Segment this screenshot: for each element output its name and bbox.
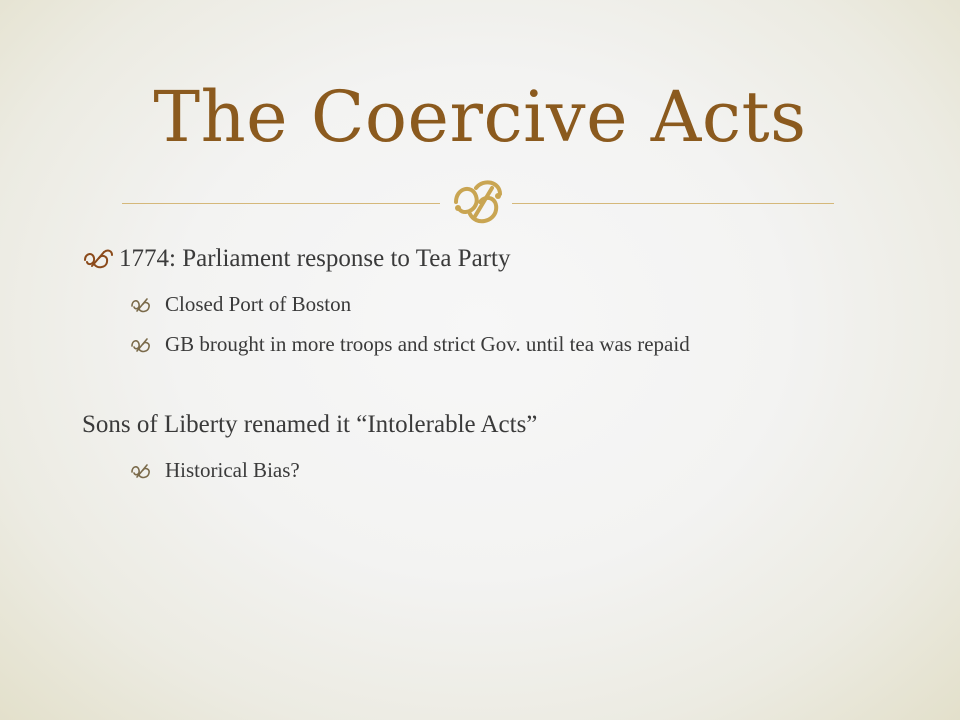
small-flourish-bullet-icon (130, 462, 154, 480)
bullet-text: Sons of Liberty renamed it “Intolerable Acts” (82, 411, 538, 438)
bullet-text: GB brought in more troops and strict Gov. until tea was repaid (165, 332, 690, 356)
bullet-text: Historical Bias? (165, 458, 300, 482)
flourish-bullet-icon (82, 248, 114, 270)
bullet-text: 1774: Parliament response to Tea Party (119, 245, 511, 272)
small-flourish-bullet-icon (130, 296, 154, 314)
title-divider-left (122, 203, 440, 204)
bullet-text: Closed Port of Boston (165, 292, 352, 316)
slide-title: The Coercive Acts (153, 76, 807, 158)
flourish-ornament-icon (446, 174, 508, 230)
title-divider-right (512, 203, 834, 204)
small-flourish-bullet-icon (130, 336, 154, 354)
